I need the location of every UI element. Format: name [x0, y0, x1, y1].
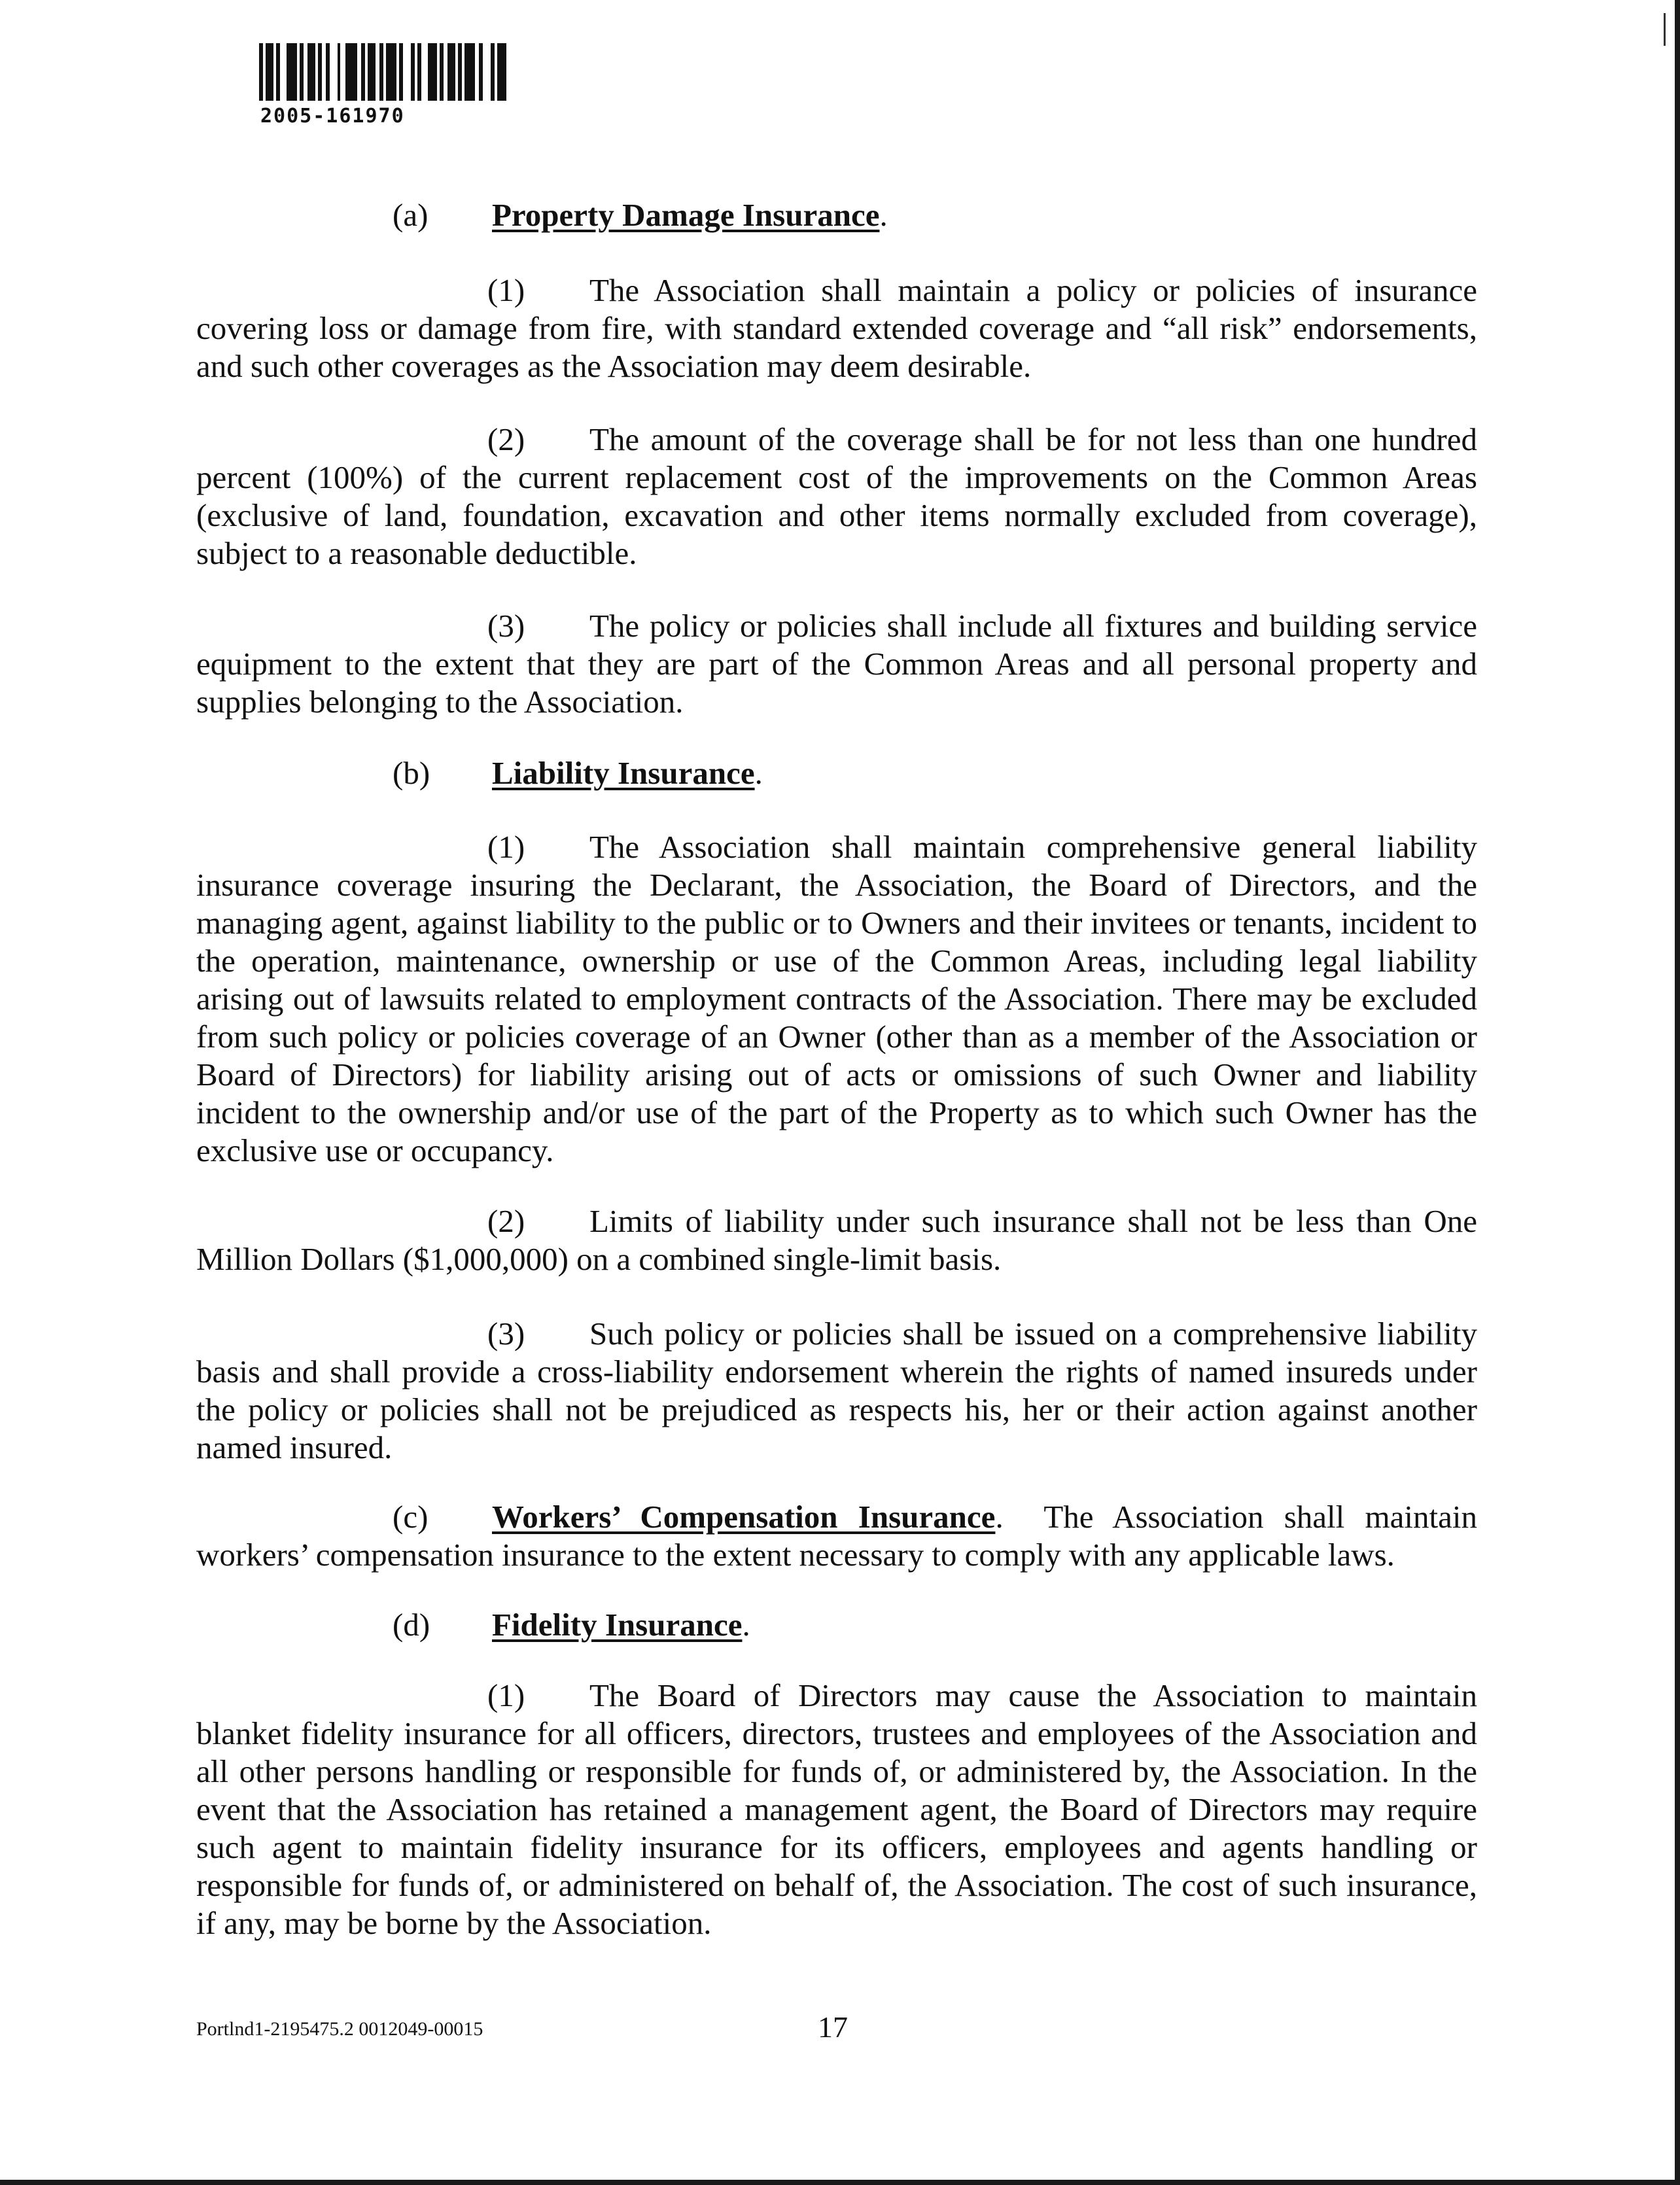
barcode-bar	[403, 43, 411, 101]
paragraph-text: The Board of Directors may cause the Association to maintain blanket fidelity insurance for all officers, directors, trustees and employees of the Association and all other persons handling or responsible for funds of, or administered by, the Association. In the event that the Association has retained a management agent, the Board of Directors may require such agent to maintain fidelity insurance for its officers, employees and agents handling or responsible for funds of, or administered on behalf of, the Association. The cost of such insurance, if any, may be borne by the Association.	[196, 1677, 1477, 1941]
recording-number: 2005-161970	[260, 105, 405, 128]
section-b-paragraph-1	[196, 828, 1477, 1170]
paragraph-text: The Association shall maintain a policy or policies of insurance covering loss or damage from fire, with standard extended coverage and “all risk” endorsements, and such other coverages as the Association may deem desirable.	[196, 272, 1477, 384]
section-a-heading: (a) Property Damage Insurance.	[393, 197, 888, 233]
section-a-paragraph-2	[196, 421, 1477, 572]
paragraph-text: The policy or policies shall include all fixtures and building service equipment to the extent that they are part of the Common Areas and all personal property and supplies belonging to the Association.	[196, 608, 1477, 720]
barcode-bar	[340, 43, 345, 101]
barcode-bar	[368, 43, 376, 101]
section-c-title: Workers’ Compensation Insurance	[492, 1499, 996, 1535]
section-a-paragraph-3	[196, 607, 1477, 721]
section-a-letter: (a)	[393, 197, 429, 233]
paragraph-text: The Association shall maintain workers’ compensation insurance to the extent necessary to comply with any applicable laws.	[196, 1499, 1477, 1573]
paragraph-number: (3)	[487, 1316, 525, 1352]
section-d-paragraph-1	[196, 1677, 1477, 1942]
paragraph-text: The amount of the coverage shall be for not less than one hundred percent (100%) of the current replacement cost of the improvements on the Common Areas (exclusive of land, foundation, excavation and other items normally excluded from coverage), subject to a reasonable deductible.	[196, 421, 1477, 571]
paragraph-number: (1)	[487, 272, 525, 308]
scan-edge-right	[1675, 0, 1680, 2185]
paragraph-number: (1)	[487, 1677, 525, 1713]
section-b-letter: (b)	[393, 755, 430, 791]
paragraph-text: The Association shall maintain comprehensive general liability insurance coverage insuring the Declarant, the Association, the Board of Directors, and the managing agent, against liability to the public or to Owners and their invitees or tenants, incident to the operation, maintenance, ownership or use of the Common Areas, including legal liability arising out of lawsuits related to employment contracts of the Association. There may be excluded from such policy or policies coverage of an Owner (other than as a member of the Association or Board of Directors) for liability arising out of acts or omissions of such Owner and liability incident to the ownership and/or use of the part of the Property as to which such Owner has the exclusive use or occupancy.	[196, 829, 1477, 1168]
paragraph-text: Limits of liability under such insurance shall not be less than One Million Dollars ($1,000,000) on a combined single-limit basis.	[196, 1203, 1477, 1277]
barcode-bar	[386, 43, 396, 101]
section-d-heading: (d) Fidelity Insurance.	[393, 1607, 750, 1643]
section-a-paragraph-1	[196, 271, 1477, 385]
barcode-bar	[506, 43, 510, 101]
section-b-heading: (b) Liability Insurance.	[393, 755, 763, 791]
paragraph-number: (2)	[487, 421, 525, 457]
barcode-bar	[287, 43, 297, 101]
barcode-bar	[345, 43, 357, 101]
paragraph-text: Such policy or policies shall be issued on a comprehensive liability basis and shall provide a cross-liability endorsement wherein the rights of named insureds under the policy or policies shall not be prejudiced as respects his, her or their action against another named insured.	[196, 1316, 1477, 1465]
page-number: 17	[818, 2010, 848, 2044]
barcode-bar	[307, 43, 315, 101]
scan-mark	[1664, 13, 1666, 46]
section-b-paragraph-2	[196, 1202, 1477, 1278]
section-c-letter: (c)	[393, 1499, 429, 1535]
barcode-bar	[330, 43, 338, 101]
barcode-bar	[280, 43, 287, 101]
footer-document-id: Portlnd1-2195475.2 0012049-00015	[196, 2018, 483, 2040]
section-a-title: Property Damage Insurance	[492, 197, 880, 233]
barcode-bar	[464, 43, 475, 101]
barcode-bar	[447, 43, 455, 101]
paragraph-number: (2)	[487, 1203, 525, 1239]
section-b-paragraph-3	[196, 1315, 1477, 1467]
paragraph-number: (1)	[487, 829, 525, 865]
barcode-bar	[421, 43, 428, 101]
section-c-paragraph: (c) Workers’ Compensation Insurance. The Association shall maintain workers’ compensation insurance to the extent necessary to comply with any applicable laws.	[196, 1499, 1477, 1573]
section-d-title: Fidelity Insurance	[492, 1607, 743, 1643]
scan-edge-bottom	[0, 2180, 1680, 2185]
paragraph-number: (3)	[487, 608, 525, 644]
section-b-title: Liability Insurance	[492, 755, 755, 791]
barcode	[259, 43, 560, 101]
barcode-bar	[483, 43, 491, 101]
barcode-bar	[266, 43, 273, 101]
barcode-bar	[428, 43, 437, 101]
barcode-bar	[497, 43, 506, 101]
section-d-letter: (d)	[393, 1607, 430, 1643]
